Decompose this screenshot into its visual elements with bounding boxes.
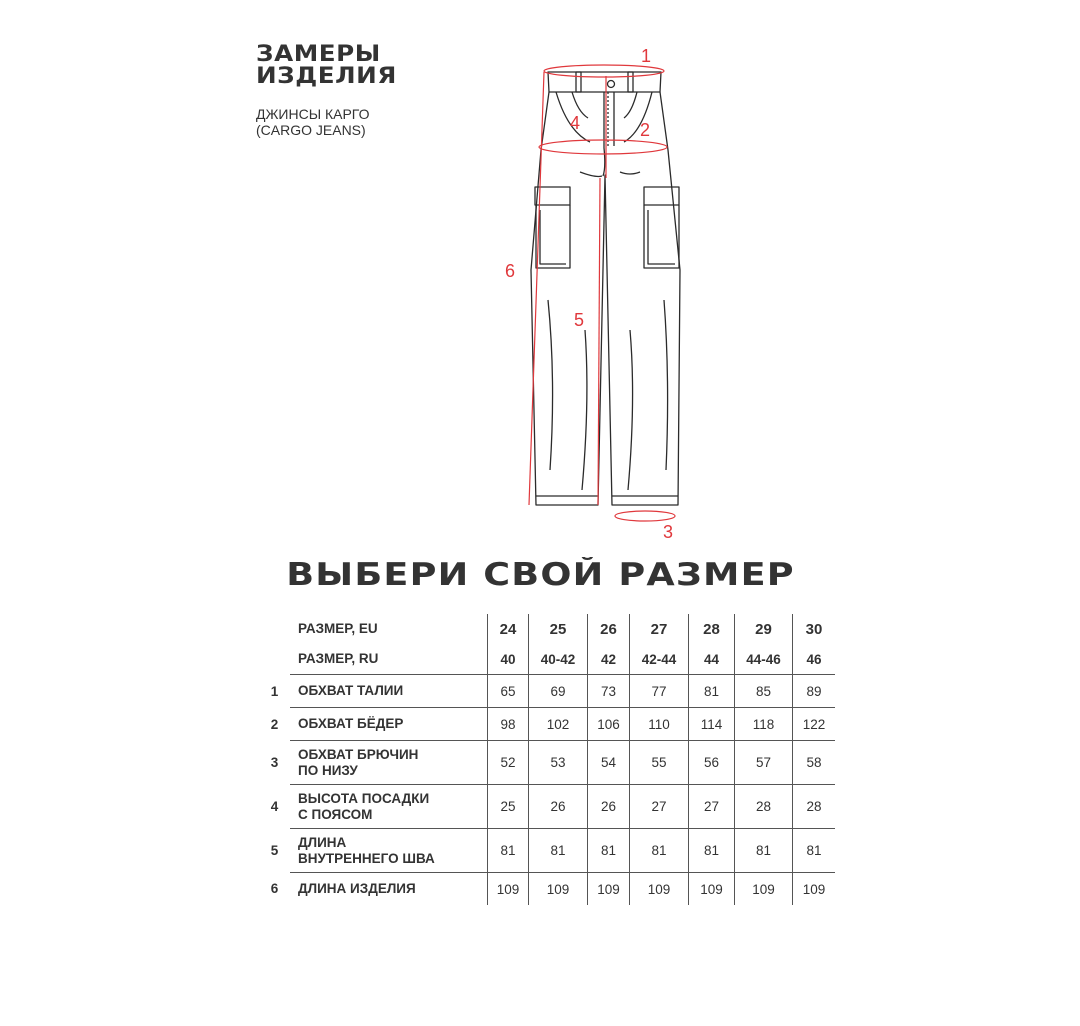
product-subtitle	[256, 106, 370, 138]
marker-3: 3	[663, 522, 674, 542]
value-cell: 81	[529, 829, 588, 873]
value-cell: 28	[793, 785, 836, 829]
value-cell: 54	[588, 741, 630, 785]
value-cell: 81	[735, 829, 793, 873]
eu-size-label: РАЗМЕР, EU	[298, 621, 378, 636]
value-cell: 57	[735, 741, 793, 785]
value-cell: 109	[630, 873, 689, 906]
row-number: 6	[270, 881, 279, 897]
marker-4: 4	[570, 113, 581, 133]
cargo-jeans-measurement-diagram	[490, 40, 700, 550]
eu-size-cell: 29	[735, 614, 793, 644]
value-cell: 58	[793, 741, 836, 785]
ru-size-cell: 40-42	[529, 644, 588, 675]
eu-size-cell: 30	[793, 614, 836, 644]
value-cell: 81	[588, 829, 630, 873]
table-row	[259, 741, 835, 785]
row-label: ОБХВАТ БРЮЧИН ПО НИЗУ	[290, 741, 488, 785]
eu-size-cell: 25	[529, 614, 588, 644]
ru-size-cell: 46	[793, 644, 836, 675]
ru-size-label: РАЗМЕР, RU	[298, 651, 379, 666]
choose-size-title-text: ВЫБЕРИ СВОЙ РАЗМЕР	[285, 557, 795, 593]
value-cell: 81	[689, 829, 735, 873]
value-cell: 98	[488, 708, 529, 741]
value-cell: 109	[588, 873, 630, 906]
eu-size-row	[259, 614, 835, 644]
row-label: ДЛИНА ИЗДЕЛИЯ	[290, 873, 488, 906]
value-cell: 85	[735, 675, 793, 708]
value-cell: 109	[793, 873, 836, 906]
eu-size-cell: 24	[488, 614, 529, 644]
value-cell: 81	[689, 675, 735, 708]
eu-size-cell: 27	[630, 614, 689, 644]
value-cell: 65	[488, 675, 529, 708]
ru-size-cell: 40	[488, 644, 529, 675]
row-label: ДЛИНА ВНУТРЕННЕГО ШВА	[290, 829, 488, 873]
value-cell: 110	[630, 708, 689, 741]
value-cell: 25	[488, 785, 529, 829]
table-row	[259, 708, 835, 741]
value-cell: 118	[735, 708, 793, 741]
choose-size-title	[0, 557, 1080, 593]
value-cell: 26	[529, 785, 588, 829]
ru-size-cell: 44-46	[735, 644, 793, 675]
marker-6: 6	[505, 261, 516, 281]
value-cell: 109	[735, 873, 793, 906]
table-row	[259, 829, 835, 873]
value-cell: 26	[588, 785, 630, 829]
subtitle-line-1: ДЖИНСЫ КАРГО	[256, 106, 370, 122]
subtitle-line-2: (CARGO JEANS)	[256, 122, 366, 138]
value-cell: 81	[793, 829, 836, 873]
ru-size-row	[259, 644, 835, 675]
value-cell: 109	[689, 873, 735, 906]
ru-size-cell: 42-44	[630, 644, 689, 675]
ru-size-cell: 44	[689, 644, 735, 675]
value-cell: 53	[529, 741, 588, 785]
measurements-heading	[256, 42, 397, 89]
value-cell: 106	[588, 708, 630, 741]
value-cell: 52	[488, 741, 529, 785]
heading-line-1: ЗАМЕРЫ	[256, 42, 381, 67]
value-cell: 81	[488, 829, 529, 873]
value-cell: 27	[630, 785, 689, 829]
value-cell: 77	[630, 675, 689, 708]
value-cell: 109	[529, 873, 588, 906]
value-cell: 81	[630, 829, 689, 873]
row-number: 2	[270, 716, 279, 732]
value-cell: 89	[793, 675, 836, 708]
value-cell: 73	[588, 675, 630, 708]
row-number: 1	[270, 683, 279, 699]
table-row	[259, 785, 835, 829]
ru-size-cell: 42	[588, 644, 630, 675]
row-label: ОБХВАТ БЁДЕР	[290, 708, 488, 741]
value-cell: 109	[488, 873, 529, 906]
value-cell: 56	[689, 741, 735, 785]
row-number: 3	[270, 755, 279, 770]
value-cell: 27	[689, 785, 735, 829]
table-row	[259, 675, 835, 708]
row-label: ОБХВАТ ТАЛИИ	[290, 675, 488, 708]
size-chart-table	[259, 614, 835, 905]
row-number: 4	[270, 799, 279, 814]
value-cell: 69	[529, 675, 588, 708]
row-label: ВЫСОТА ПОСАДКИ С ПОЯСОМ	[290, 785, 488, 829]
value-cell: 122	[793, 708, 836, 741]
marker-2: 2	[640, 120, 651, 140]
heading-line-2: ИЗДЕЛИЯ	[256, 64, 397, 89]
marker-5: 5	[574, 310, 585, 330]
eu-size-cell: 28	[689, 614, 735, 644]
row-number: 5	[270, 843, 279, 858]
value-cell: 114	[689, 708, 735, 741]
value-cell: 28	[735, 785, 793, 829]
value-cell: 55	[630, 741, 689, 785]
table-row	[259, 873, 835, 906]
marker-1: 1	[641, 46, 652, 66]
eu-size-cell: 26	[588, 614, 630, 644]
value-cell: 102	[529, 708, 588, 741]
